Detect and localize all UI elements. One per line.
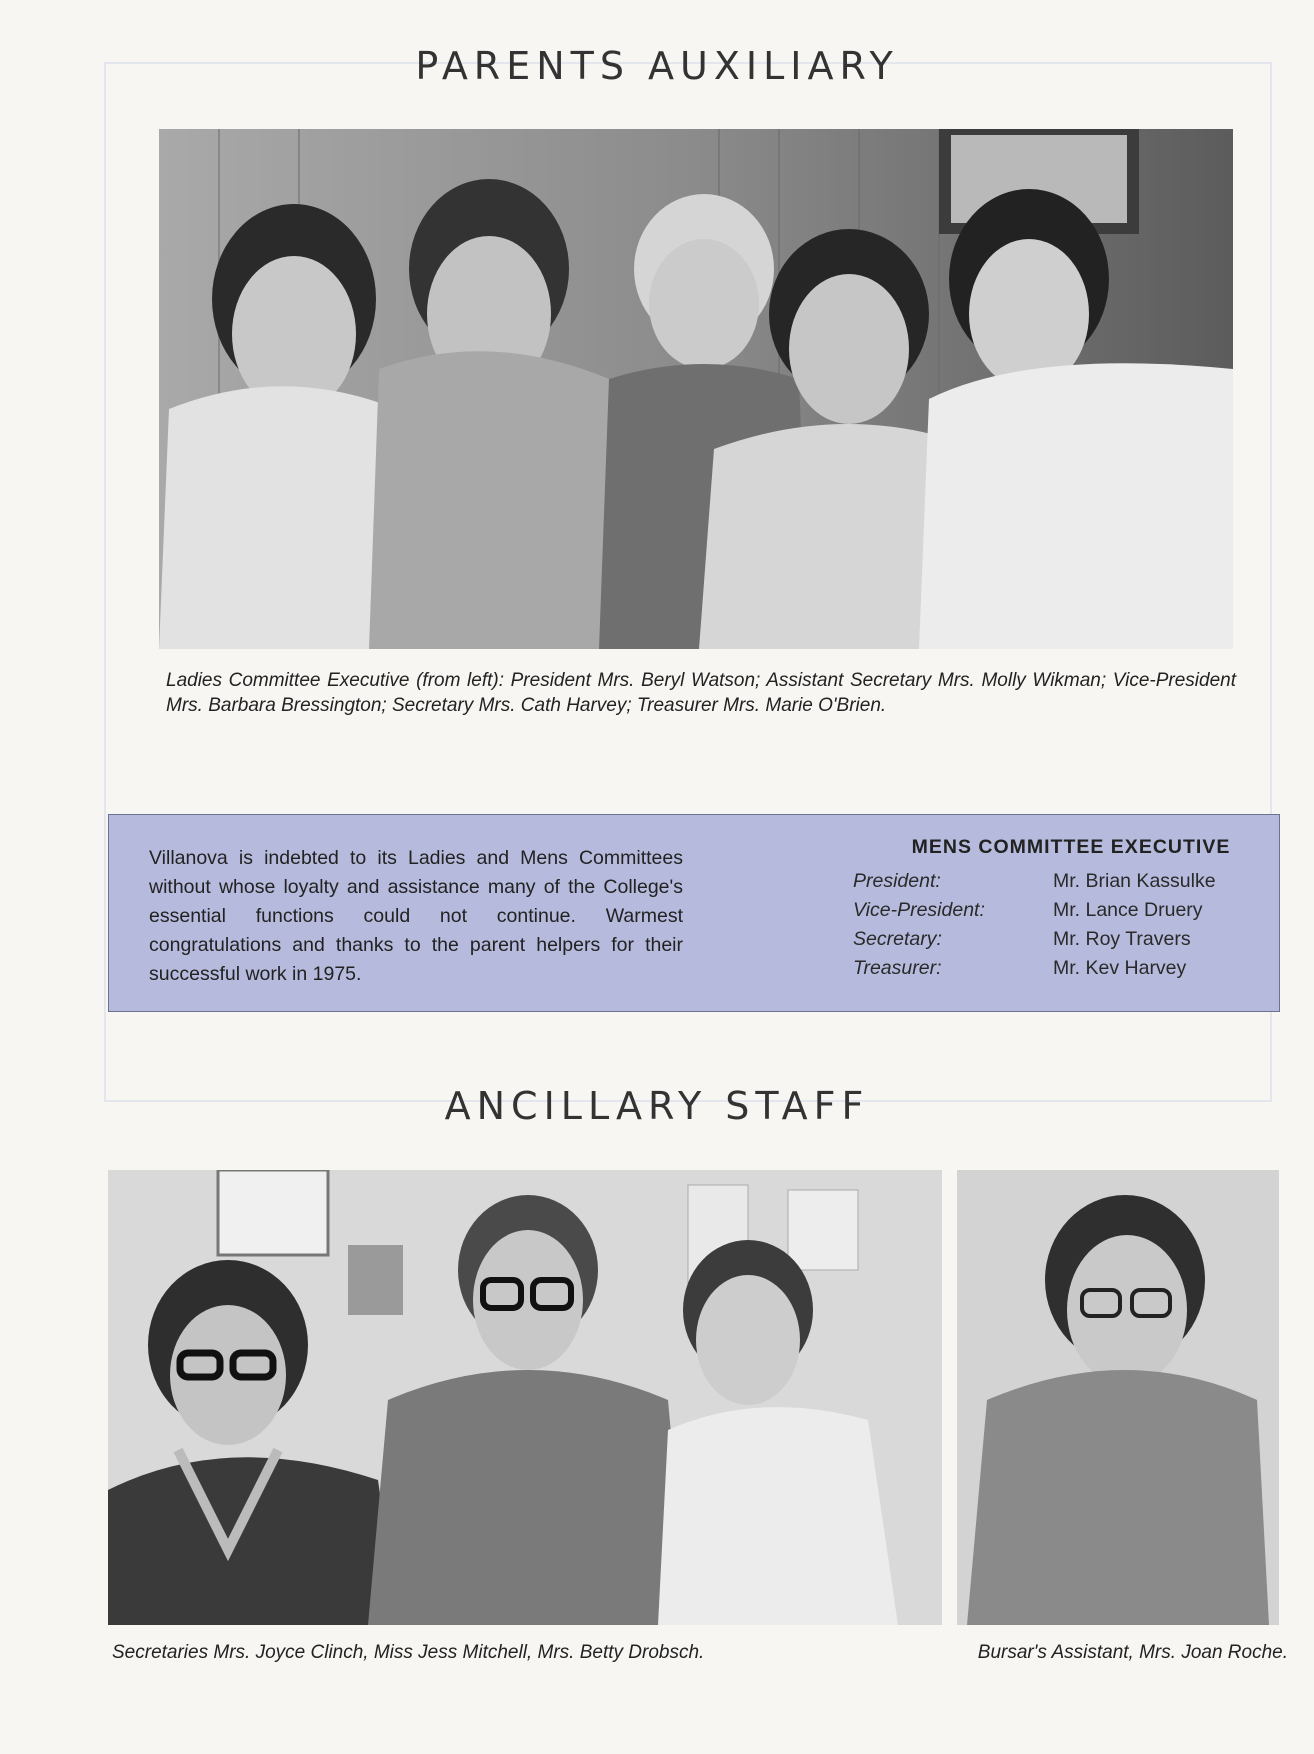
exec-role: President: <box>853 870 941 892</box>
exec-row-treasurer <box>853 957 1273 986</box>
acknowledgement-paragraph: Villanova is indebted to its Ladies and Mens Committees without whose loyalty and assistance many of the College's essential functions could not continue. Warmest congratulations and thanks to the parent helpers for their successful work in 1975. <box>149 847 683 985</box>
section-title-parents-auxiliary: PARENTS AUXILIARY <box>415 44 899 88</box>
bursars-assistant-photo <box>957 1170 1279 1625</box>
bursars-assistant-caption: Bursar's Assistant, Mrs. Joan Roche. <box>977 1642 1288 1663</box>
exec-name: Mr. Kev Harvey <box>1053 957 1187 979</box>
mens-committee-panel <box>108 814 1280 1012</box>
exec-name: Mr. Roy Travers <box>1053 928 1191 950</box>
exec-role: Vice-President: <box>853 899 985 921</box>
exec-role: Secretary: <box>853 928 942 950</box>
exec-row-president <box>853 870 1273 899</box>
exec-name: Mr. Lance Druery <box>1053 899 1203 921</box>
exec-row-secretary <box>853 928 1273 957</box>
exec-role: Treasurer: <box>853 957 942 979</box>
section-title-ancillary-staff: ANCILLARY STAFF <box>444 1084 870 1128</box>
ladies-committee-caption: Ladies Committee Executive (from left): President Mrs. Beryl Watson; Assistant Secretary Mrs. Molly Wikman; Vice-President Mrs. Barbara Bressington; Secretary Mrs. Cath Harvey; Treasurer Mrs. Marie O'Brien. <box>166 670 1236 716</box>
secretaries-caption: Secretaries Mrs. Joyce Clinch, Miss Jess Mitchell, Mrs. Betty Drobsch. <box>112 1642 705 1663</box>
exec-name: Mr. Brian Kassulke <box>1053 870 1216 892</box>
exec-row-vice-president <box>853 899 1273 928</box>
ladies-committee-photo <box>159 129 1233 649</box>
secretaries-photo <box>108 1170 942 1625</box>
mens-committee-title: MENS COMMITTEE EXECUTIVE <box>911 836 1231 858</box>
